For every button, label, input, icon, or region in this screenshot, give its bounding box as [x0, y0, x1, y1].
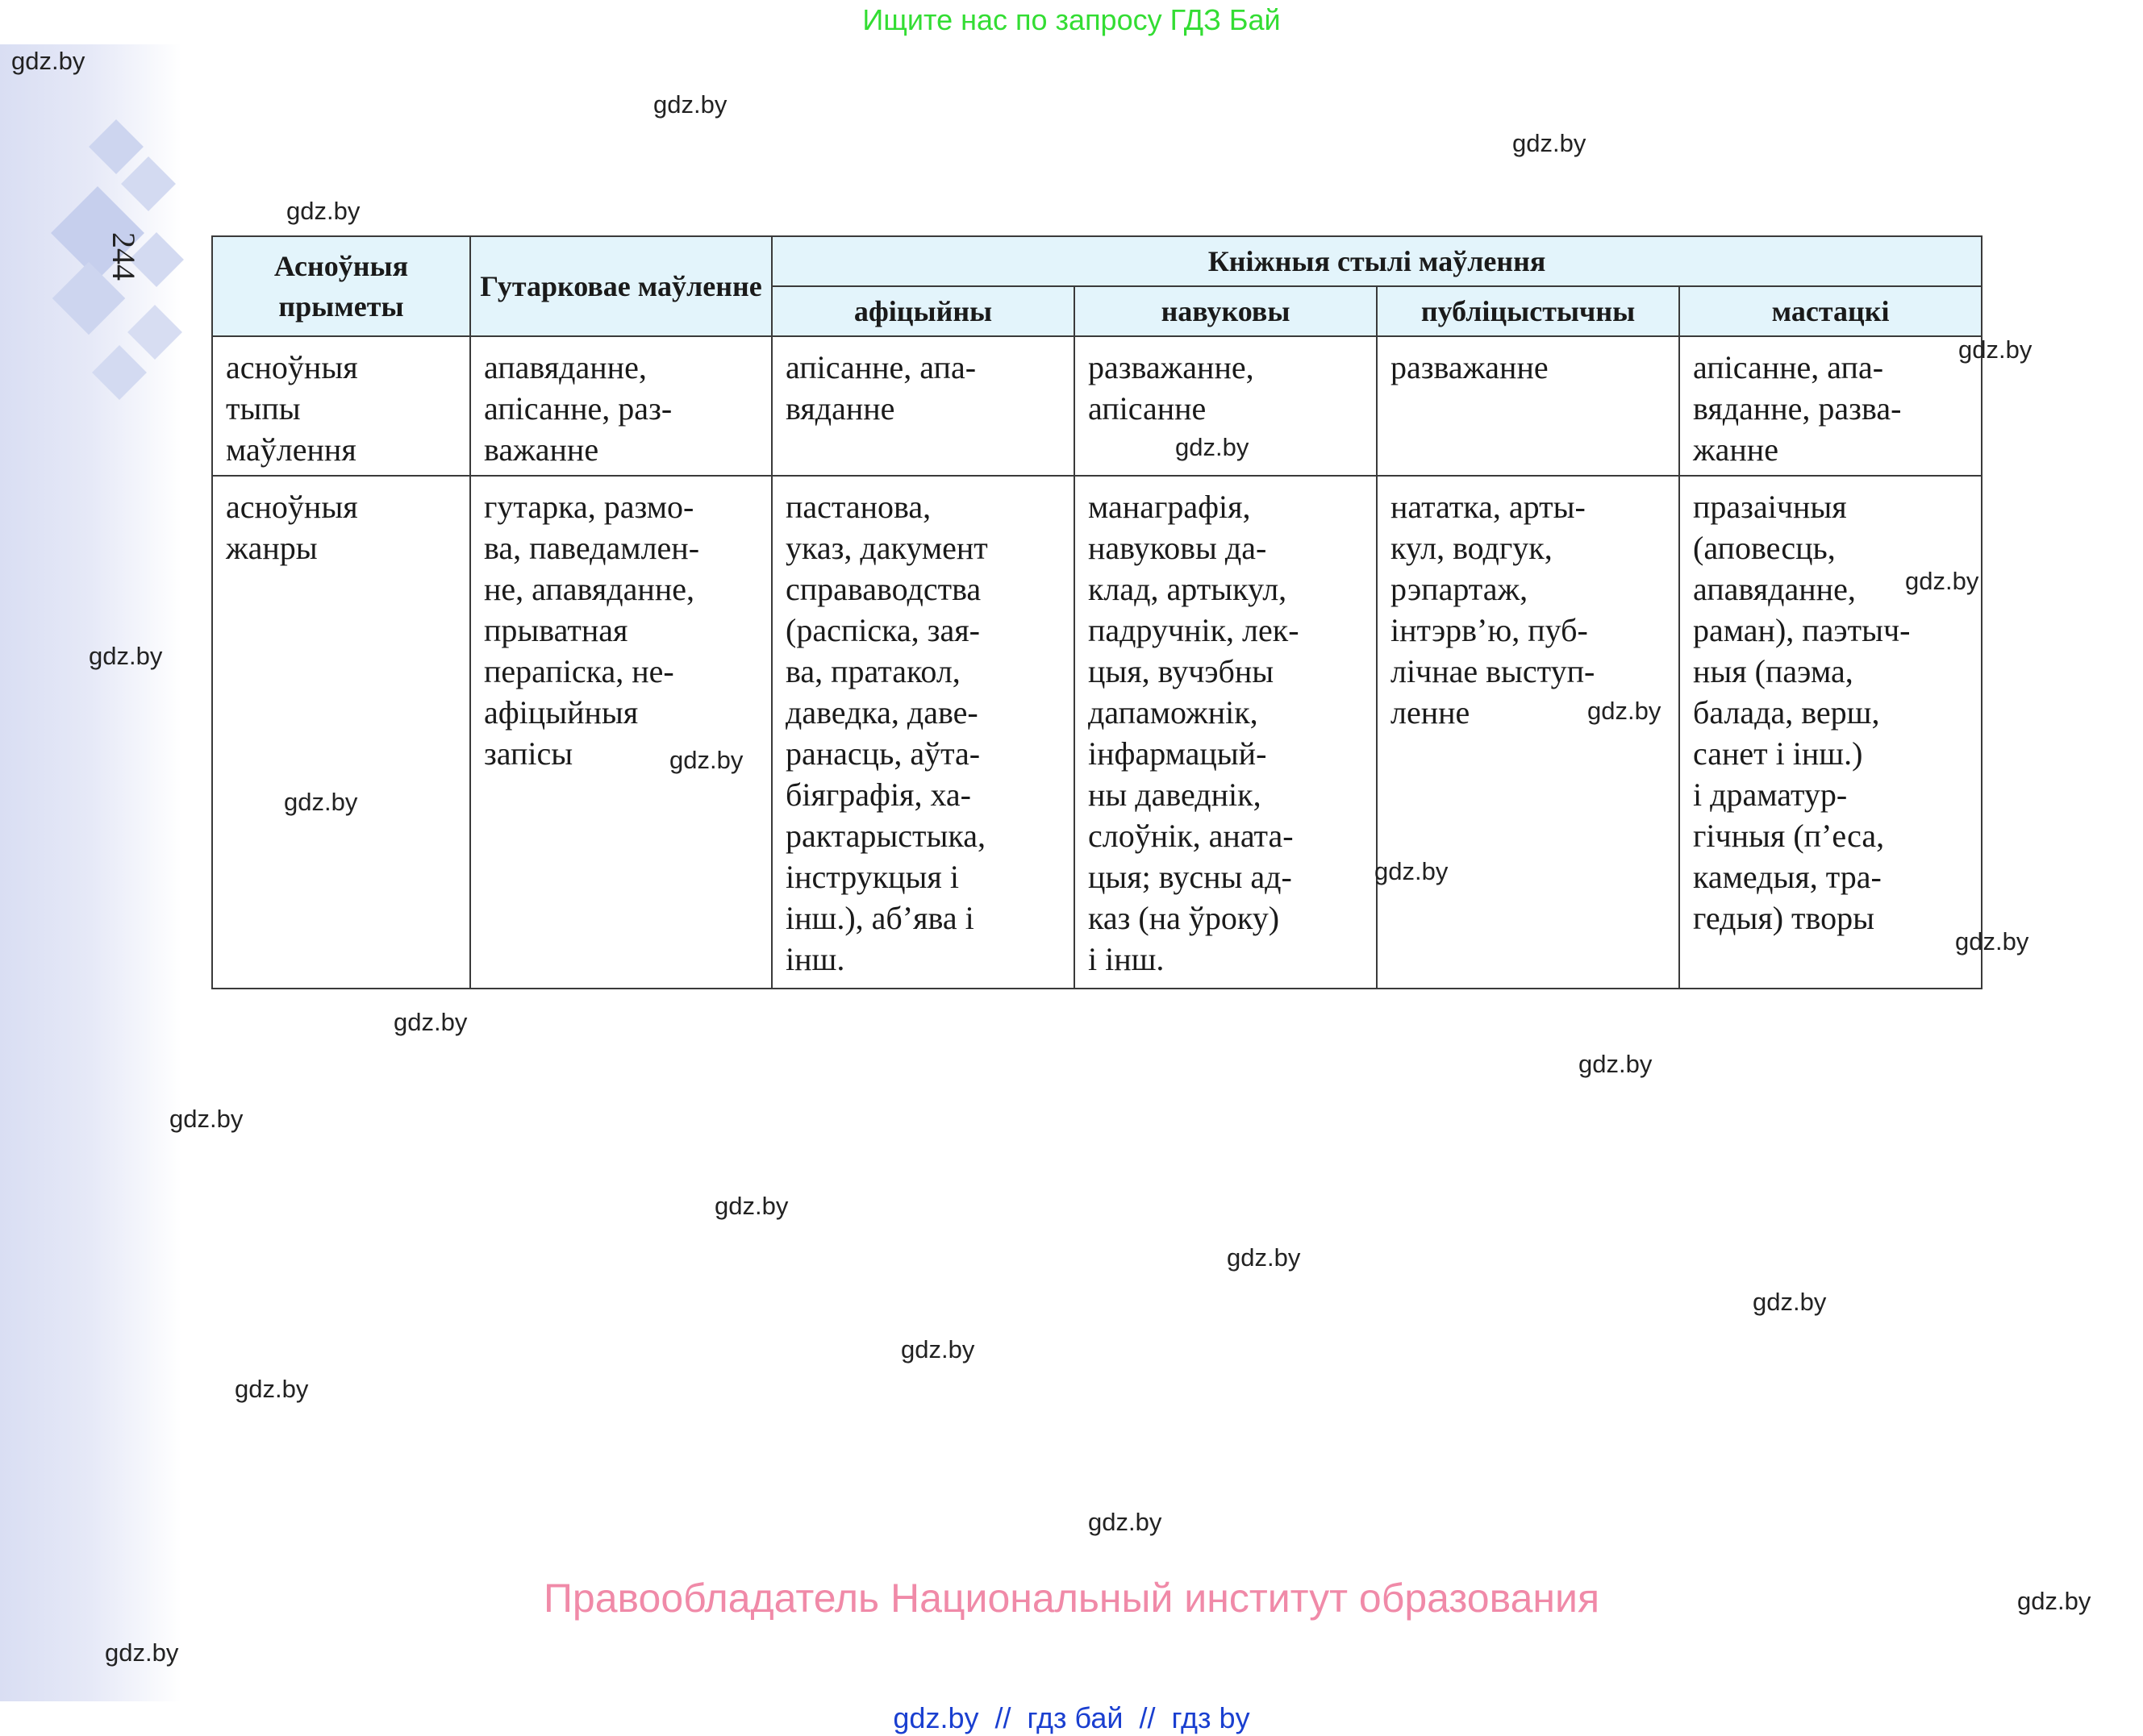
watermark-text: gdz.by [901, 1335, 975, 1363]
table-cell: апісанне, апа- вяданне [772, 336, 1074, 476]
watermark-text: gdz.by [669, 746, 744, 774]
watermark-text: gdz.by [235, 1375, 309, 1403]
page-number: 244 [106, 232, 142, 281]
header-artistic: мастацкі [1679, 286, 1982, 336]
watermark-text: gdz.by [1578, 1050, 1653, 1078]
table-cell: разважанне [1377, 336, 1679, 476]
watermark-text: gdz.by [1088, 1508, 1162, 1536]
table-cell: манаграфія, навуковы да- клад, артыкул, падручнік, лек- цыя, вучэбны дапаможнік, інфармацый- ны даведнік, слоўнік, аната- цыя; вусны ад- каз (на ўроку) і інш. [1074, 476, 1377, 989]
watermark-text: gdz.by [715, 1192, 789, 1220]
watermark-text: gdz.by [169, 1105, 244, 1133]
watermark-text: gdz.by [1374, 857, 1449, 885]
footer-link-gdz-by[interactable]: gdz.by [893, 1701, 979, 1734]
header-scientific: навуковы [1074, 286, 1377, 336]
top-banner[interactable]: Ищите нас по запросу ГДЗ Бай [862, 3, 1281, 36]
watermark-text: gdz.by [653, 90, 728, 119]
header-main-features: Асноўныя прыметы [212, 236, 470, 336]
watermark-text: gdz.by [1905, 567, 1979, 595]
table-cell: нататка, арты- кул, водгук, рэпартаж, інтэрв’ю, пуб- лічнае выступ- ленне [1377, 476, 1679, 989]
footer-separator: // [994, 1701, 1011, 1734]
table-cell: апісанне, апа- вяданне, разва- жанне [1679, 336, 1982, 476]
row-label: асноўныя тыпы маўлення [212, 336, 470, 476]
watermark-text: gdz.by [1512, 129, 1586, 157]
header-bookish-styles: Кніжныя стылі маўлення [772, 236, 1982, 286]
watermark-text: gdz.by [89, 642, 163, 670]
watermark-text: gdz.by [394, 1008, 468, 1036]
header-publicistic: публіцыстычны [1377, 286, 1679, 336]
copyright-notice: Правообладатель Национальный институт образования [543, 1576, 1600, 1621]
watermark-text: gdz.by [2017, 1587, 2091, 1615]
table-cell: празаічныя (аповесць, апавяданне, раман), паэтыч- ныя (паэма, балада, верш, санет і інш.) і драматур- гічныя (п’еса, камедыя, тра- гедыя) творы [1679, 476, 1982, 989]
table-row [212, 336, 1982, 476]
watermark-text: gdz.by [284, 788, 358, 816]
table-cell: гутарка, размо- ва, паведамлен- не, апавяданне, прыватная перапіска, не- афіцыйныя запісы [470, 476, 772, 989]
footer-link-gdz-bai[interactable]: гдз бай [1027, 1701, 1124, 1734]
watermark-text: gdz.by [1958, 335, 2033, 364]
footer-links [0, 1701, 2143, 1735]
watermark-text: gdz.by [105, 1638, 179, 1667]
footer-separator: // [1139, 1701, 1156, 1734]
watermark-text: gdz.by [1587, 697, 1661, 725]
watermark-text: gdz.by [1753, 1288, 1827, 1316]
header-official: афіцыйны [772, 286, 1074, 336]
watermark-text: gdz.by [1955, 927, 2029, 955]
table-row [212, 476, 1982, 989]
watermark-text: gdz.by [11, 47, 85, 75]
table-cell: пастанова, указ, дакумент справаводства (распіска, зая- ва, пратакол, даведка, даве- ранасць, аўта- біяграфія, ха- рактарыстыка, інструкцыя і інш.), аб’ява і інш. [772, 476, 1074, 989]
row-label: асноўныя жанры [212, 476, 470, 989]
watermark-text: gdz.by [1227, 1243, 1301, 1272]
table-cell: разважанне, апісанне [1074, 336, 1377, 476]
footer-link-gdz-by-cyr[interactable]: гдз by [1171, 1701, 1250, 1734]
speech-styles-table [211, 235, 1982, 989]
header-colloquial-speech: Гутарковае маўленне [470, 236, 772, 336]
watermark-text: gdz.by [1175, 433, 1249, 461]
watermark-text: gdz.by [286, 197, 361, 225]
table-cell: апавяданне, апісанне, раз- важанне [470, 336, 772, 476]
